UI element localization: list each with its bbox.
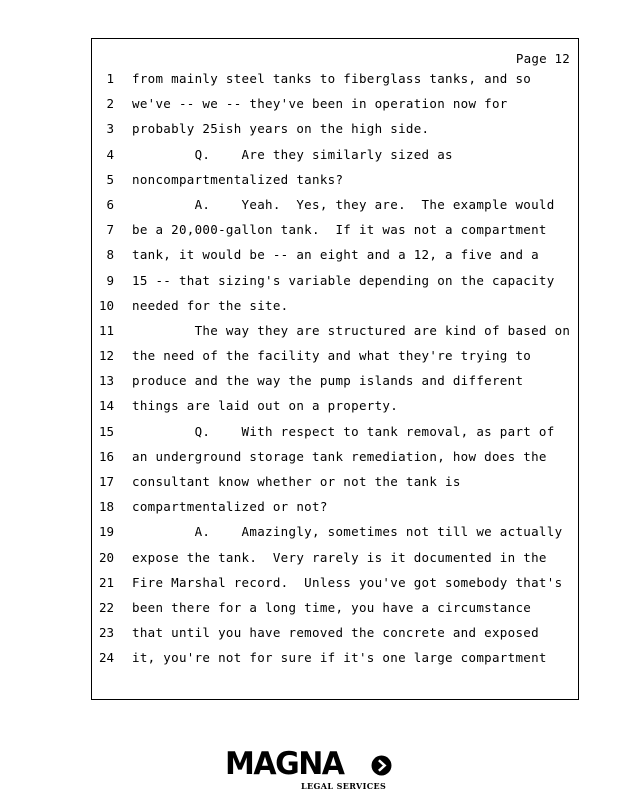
transcript-line <box>92 298 578 323</box>
line-text: 15 -- that sizing's variable depending on the capacity <box>132 272 555 288</box>
transcript-line <box>92 424 578 449</box>
line-number: 21 <box>98 574 114 590</box>
line-text: an underground storage tank remediation, how does the <box>132 448 547 464</box>
arrow-circle-icon <box>371 755 392 776</box>
transcript-line <box>92 524 578 549</box>
line-text: it, you're not for sure if it's one large compartment <box>132 650 547 666</box>
line-number: 19 <box>98 524 114 540</box>
line-number: 20 <box>98 549 114 565</box>
transcript-page <box>91 38 579 700</box>
transcript-line <box>92 575 578 600</box>
line-number: 11 <box>98 322 114 338</box>
line-number: 12 <box>98 348 114 364</box>
transcript-line <box>92 625 578 650</box>
line-number: 23 <box>98 625 114 641</box>
line-text: A. Yeah. Yes, they are. The example would <box>132 196 555 212</box>
transcript-line <box>92 449 578 474</box>
line-text: Fire Marshal record. Unless you've got somebody that's <box>132 574 563 590</box>
transcript-line <box>92 172 578 197</box>
line-number: 17 <box>98 474 114 489</box>
line-number: 6 <box>106 196 114 212</box>
line-number: 14 <box>98 398 114 414</box>
line-text: The way they are structured are kind of based on <box>132 322 571 338</box>
line-number: 15 <box>98 423 114 439</box>
line-number: 3 <box>106 121 114 137</box>
transcript-line <box>92 71 578 96</box>
line-number: 16 <box>98 448 114 464</box>
line-text: expose the tank. Very rarely is it documented in the <box>132 549 547 565</box>
line-number: 7 <box>106 222 114 238</box>
line-number: 9 <box>106 272 114 288</box>
line-text: noncompartmentalized tanks? <box>132 171 344 187</box>
line-number: 22 <box>98 599 114 615</box>
transcript-line <box>92 474 578 499</box>
logo-wordmark: MAGNA <box>225 745 344 783</box>
line-text: the need of the facility and what they're trying to <box>132 348 532 364</box>
line-text: probably 25ish years on the high side. <box>132 121 430 137</box>
line-number: 8 <box>106 247 114 263</box>
transcript-line <box>92 247 578 272</box>
line-number: 24 <box>98 650 114 666</box>
line-text: been there for a long time, you have a circumstance <box>132 599 532 615</box>
line-number: 1 <box>106 71 114 86</box>
line-text: be a 20,000-gallon tank. If it was not a compartment <box>132 222 547 238</box>
transcript-line <box>92 499 578 524</box>
line-text: things are laid out on a property. <box>132 398 399 414</box>
transcript-lines <box>92 71 578 676</box>
transcript-line <box>92 348 578 373</box>
line-text: we've -- we -- they've been in operation now for <box>132 96 508 112</box>
line-number: 4 <box>106 146 114 162</box>
line-text: Q. With respect to tank removal, as part of <box>132 423 555 439</box>
magna-logo <box>225 745 395 793</box>
transcript-line <box>92 197 578 222</box>
transcript-line <box>92 650 578 675</box>
transcript-line <box>92 147 578 172</box>
transcript-line <box>92 373 578 398</box>
line-text: Q. Are they similarly sized as <box>132 146 453 162</box>
line-text: consultant know whether or not the tank is <box>132 474 461 489</box>
line-text: produce and the way the pump islands and different <box>132 373 524 389</box>
page-number: Page 12 <box>515 51 570 66</box>
line-text: A. Amazingly, sometimes not till we actually <box>132 524 563 540</box>
transcript-line <box>92 550 578 575</box>
transcript-line <box>92 600 578 625</box>
transcript-line <box>92 96 578 121</box>
line-number: 5 <box>106 171 114 187</box>
transcript-line <box>92 222 578 247</box>
line-text: tank, it would be -- an eight and a 12, a five and a <box>132 247 539 263</box>
line-text: needed for the site. <box>132 297 289 313</box>
logo-subtitle: LEGAL SERVICES <box>301 781 387 791</box>
transcript-line <box>92 121 578 146</box>
line-text: that until you have removed the concrete and exposed <box>132 625 539 641</box>
line-text: from mainly steel tanks to fiberglass tanks, and so <box>132 71 532 86</box>
line-number: 13 <box>98 373 114 389</box>
line-text: compartmentalized or not? <box>132 499 328 515</box>
transcript-line <box>92 323 578 348</box>
line-number: 18 <box>98 499 114 515</box>
line-number: 2 <box>106 96 114 112</box>
line-number: 10 <box>98 297 114 313</box>
transcript-line <box>92 398 578 423</box>
transcript-line <box>92 273 578 298</box>
